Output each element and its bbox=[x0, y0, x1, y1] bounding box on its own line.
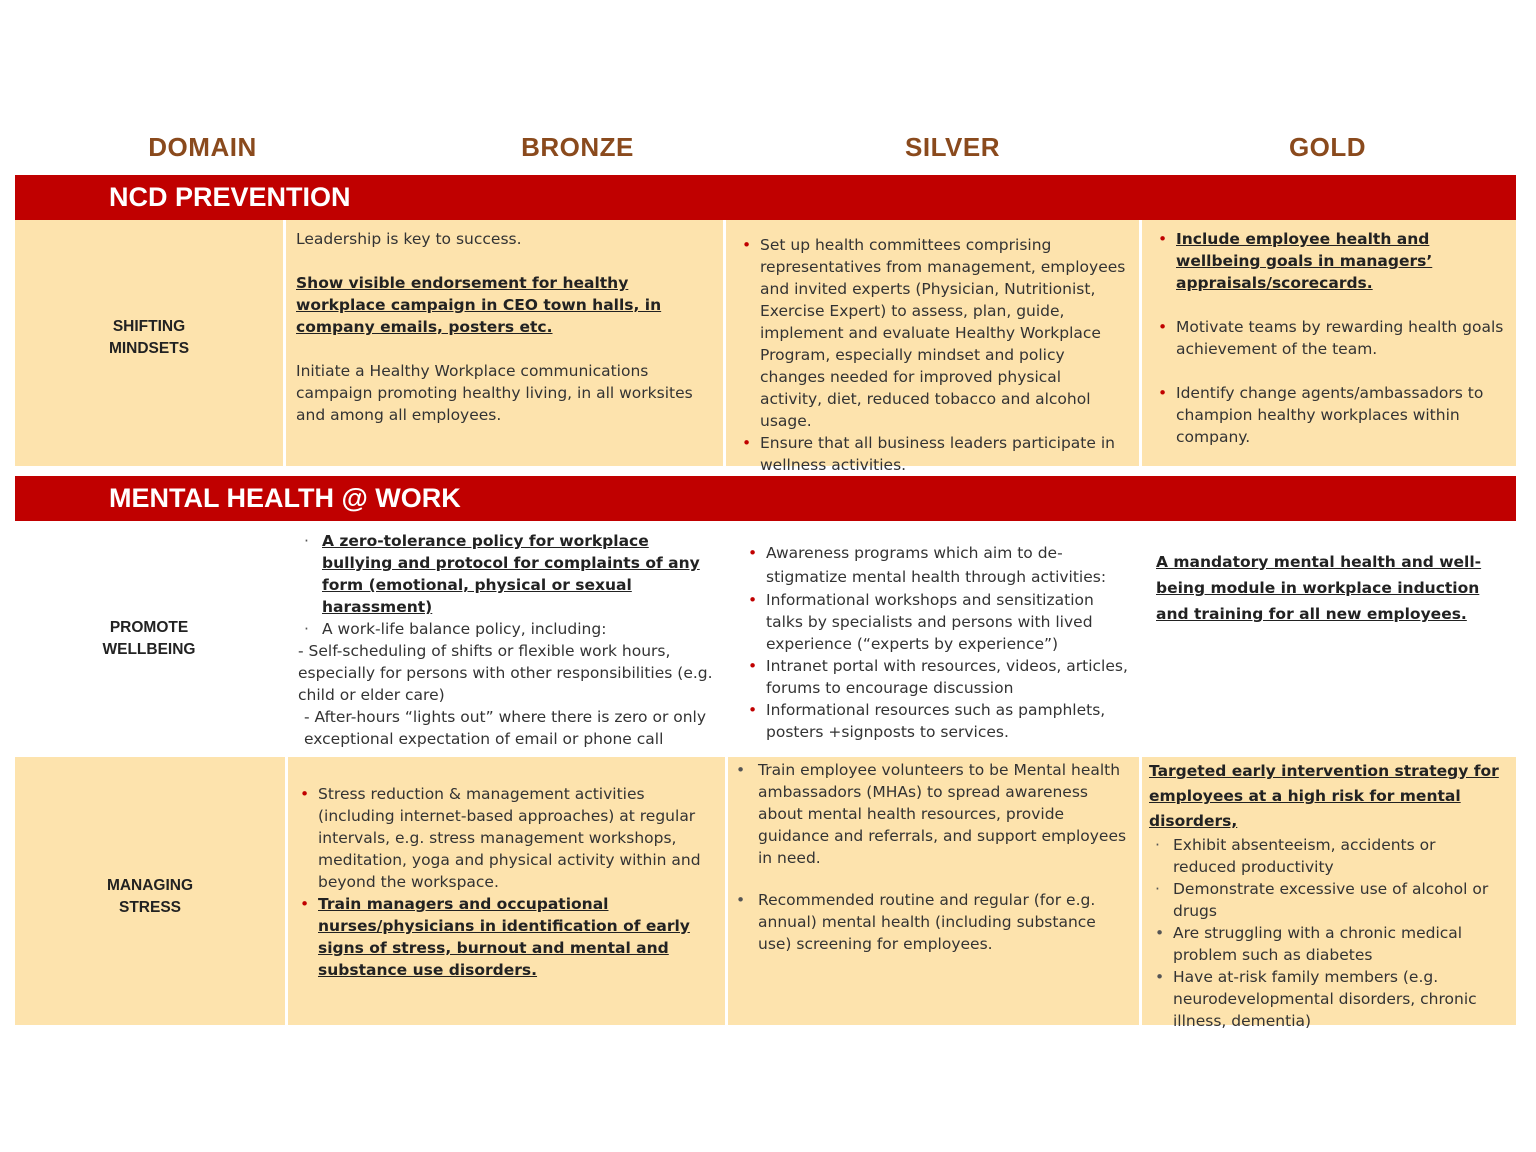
bronze-text: Leadership is key to success. bbox=[296, 230, 522, 248]
bronze-text: - Self-scheduling of shifts or flexible work hours, especially for persons with other responsibilities (e.g. child or elder care) bbox=[298, 642, 713, 704]
gold-title: Targeted early intervention strategy for employees at a high risk for mental disorders, bbox=[1149, 762, 1499, 830]
domain-cell bbox=[15, 220, 283, 466]
list-item: • Have at-risk family members (e.g. neurodevelopmental disorders, chronic illness, dementia) bbox=[1155, 968, 1477, 1030]
list-item: • Are struggling with a chronic medical problem such as diabetes bbox=[1155, 924, 1463, 964]
list-item: • Recommended routine and regular (for e.g. annual) mental health (including substance use) screening for employees. bbox=[736, 891, 1096, 953]
domain-cell bbox=[15, 521, 283, 757]
domain-cell bbox=[15, 757, 285, 1025]
bronze-text: Initiate a Healthy Workplace communications campaign promoting healthy living, in all worksites and among all employees. bbox=[296, 362, 693, 424]
header-silver: SILVER bbox=[905, 132, 1000, 162]
domain-label-shifting-mindsets: SHIFTING MINDSETS bbox=[108, 318, 190, 357]
bronze-cell bbox=[286, 220, 723, 466]
row-shifting-mindsets bbox=[15, 220, 1516, 474]
silver-cell bbox=[728, 757, 1139, 1025]
domain-label-managing-stress: MANAGING STRESS bbox=[106, 877, 194, 916]
header-bronze: BRONZE bbox=[521, 132, 634, 162]
gold-cell bbox=[1149, 521, 1516, 757]
silver-cell bbox=[726, 220, 1139, 474]
header-gold: GOLD bbox=[1288, 132, 1367, 162]
section-band-mental-health: MENTAL HEALTH @ WORK bbox=[15, 476, 1516, 521]
bronze-text: - After-hours “lights out” where there is zero or only exceptional expectation of email or phone call bbox=[304, 708, 707, 748]
list-item: • Train employee volunteers to be Mental health ambassadors (MHAs) to spread awareness about mental health resources, provide guidance and referrals, and support employees in need. bbox=[736, 761, 1127, 867]
list-item: • Train managers and occupational nurses/physicians in identification of early signs of stress, burnout and mental and substance use disorders. bbox=[300, 895, 690, 979]
bronze-cell bbox=[292, 521, 727, 757]
list-item: • Informational resources such as pamphlets, posters +signposts to services. bbox=[748, 701, 1106, 741]
gold-text: A mandatory mental health and well-being module in workplace induction and training for all new employees. bbox=[1156, 553, 1482, 623]
section-band-ncd-prevention: NCD PREVENTION bbox=[15, 175, 1516, 220]
list-item: · Demonstrate excessive use of alcohol or drugs bbox=[1155, 880, 1489, 920]
list-item: • Intranet portal with resources, videos, articles, forums to encourage discussion bbox=[748, 657, 1128, 697]
list-item: • Ensure that all business leaders participate in wellness activities. bbox=[742, 434, 1115, 474]
list-item: • Motivate teams by rewarding health goals achievement of the team. bbox=[1158, 318, 1504, 358]
list-item: · Exhibit absenteeism, accidents or reduced productivity bbox=[1155, 836, 1436, 876]
bronze-text: Show visible endorsement for healthy workplace campaign in CEO town halls, in company emails, posters etc. bbox=[296, 274, 662, 336]
gold-cell bbox=[1142, 220, 1516, 466]
silver-cell bbox=[736, 521, 1141, 757]
domain-label-promote-wellbeing: PROMOTE WELLBEING bbox=[102, 619, 196, 658]
list-item: • Identify change agents/ambassadors to champion healthy workplaces within company. bbox=[1158, 384, 1484, 446]
row-promote-wellbeing bbox=[15, 521, 1516, 757]
list-item: · A work-life balance policy, including: bbox=[304, 620, 607, 638]
list-item: • Awareness programs which aim to de-stigmatize mental health through activities: bbox=[748, 544, 1107, 586]
list-item: • Informational workshops and sensitization talks by specialists and persons with lived experience (“experts by experience”) bbox=[748, 591, 1094, 653]
list-item: · A zero-tolerance policy for workplace bullying and protocol for complaints of any form (emotional, physical or sexual harassment) bbox=[304, 532, 700, 616]
bronze-cell bbox=[288, 757, 725, 1025]
gold-cell bbox=[1142, 757, 1516, 1030]
list-item: • Stress reduction & management activities (including internet-based approaches) at regular intervals, e.g. stress management workshops, meditation, yoga and physical activity within and beyond the workspace. bbox=[300, 785, 701, 891]
list-item: • Set up health committees comprising representatives from management, employees and invited experts (Physician, Nutritionist, Exercise Expert) to assess, plan, guide, implement and evaluate Healthy Workplace Program, especially mindset and policy changes needed for improved physical activity, diet, reduced tobacco and alcohol usage. bbox=[742, 236, 1126, 430]
row-managing-stress bbox=[15, 757, 1516, 1030]
list-item: • Include employee health and wellbeing goals in managers’ appraisals/scorecards. bbox=[1158, 230, 1433, 292]
header-domain: DOMAIN bbox=[148, 132, 257, 162]
